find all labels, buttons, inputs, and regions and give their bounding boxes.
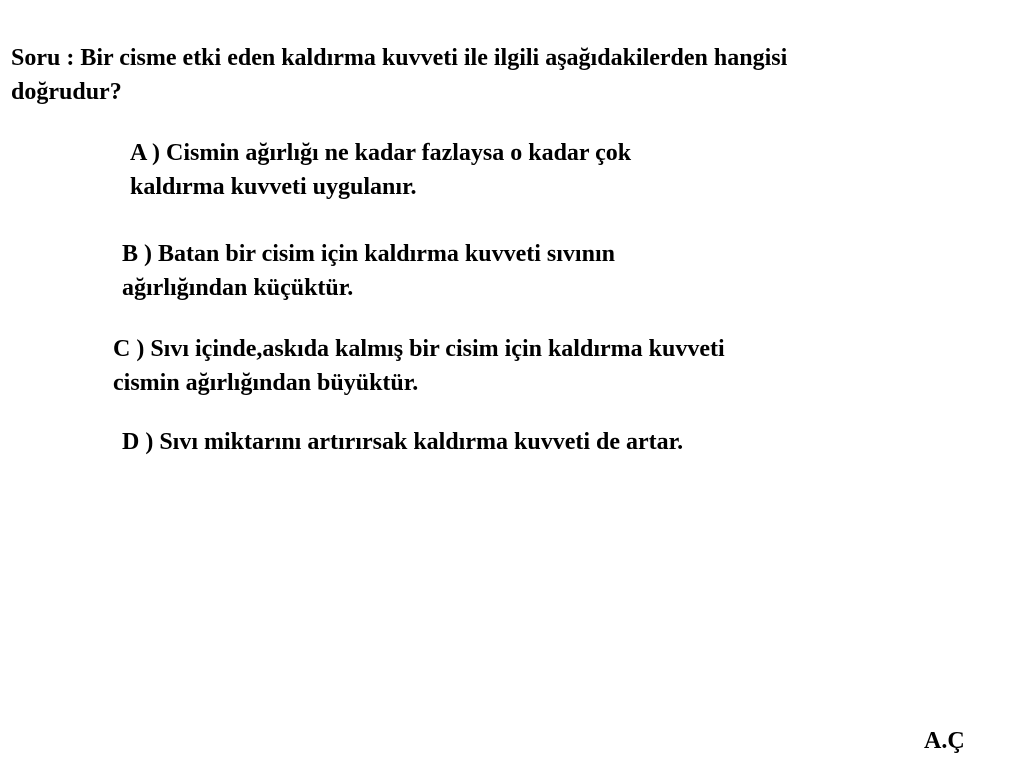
option-d[interactable] bbox=[122, 425, 683, 459]
option-b[interactable] bbox=[122, 237, 615, 305]
author-initials: A.Ç bbox=[924, 728, 965, 754]
option-c[interactable] bbox=[113, 332, 725, 400]
option-a-line-1: A ) Cismin ağırlığı ne kadar fazlaysa o kadar çok bbox=[130, 140, 632, 166]
option-b-line-1: B ) Batan bir cisim için kaldırma kuvveti sıvının bbox=[122, 241, 615, 267]
option-a-line-2: kaldırma kuvveti uygulanır. bbox=[130, 174, 417, 200]
question-text bbox=[11, 41, 787, 109]
option-b-line-2: ağırlığından küçüktür. bbox=[122, 275, 354, 301]
option-c-line-1: C ) Sıvı içinde,askıda kalmış bir cisim için kaldırma kuvveti bbox=[113, 336, 725, 362]
question-line-1: Soru : Bir cisme etki eden kaldırma kuvveti ile ilgili aşağıdakilerden hangisi bbox=[11, 45, 788, 71]
option-d-line-1: D ) Sıvı miktarını artırırsak kaldırma kuvveti de artar. bbox=[122, 429, 684, 455]
question-line-2: doğrudur? bbox=[11, 79, 122, 105]
option-c-line-2: cismin ağırlığından büyüktür. bbox=[113, 370, 419, 396]
option-a[interactable] bbox=[130, 136, 631, 204]
